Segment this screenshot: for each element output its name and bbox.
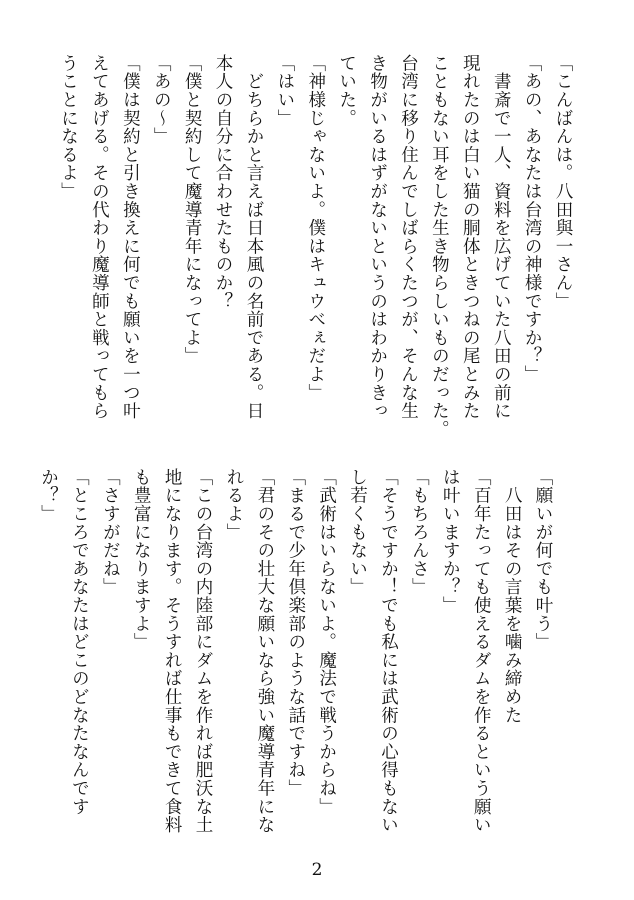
text-line: れるよ」 [223, 468, 244, 542]
text-line: 書斎で一人、資料を広げていた八田の前に [491, 54, 512, 420]
text-line: か？」 [38, 468, 59, 523]
text-line: は叶いますか？」 [440, 468, 461, 615]
text-line: 「さすがだね」 [100, 468, 121, 597]
text-line: うことになるよ」 [58, 54, 79, 201]
page-number: 2 [311, 860, 323, 880]
text-line: 「はい」 [274, 54, 295, 128]
text-line: き物がいるはずがないというのはわかりきっ [367, 54, 388, 420]
text-line: 「武術はいらないよ。魔法で戦うからね」 [316, 468, 337, 816]
text-line: し若くもない」 [347, 468, 368, 597]
text-line: 「願いが何でも叶う」 [533, 468, 553, 651]
text-line: 「君のその壮大な願いなら強い魔導青年にな [254, 468, 275, 834]
text-line: 「僕は契約と引き換えに何でも願いを一つ叶 [120, 54, 141, 420]
text-line: 「百年たっても使えるダムを作るという願い [471, 468, 492, 834]
text-line: ていた。 [336, 54, 357, 128]
text-line: 「僕と契約して魔導青年になってよ」 [182, 54, 203, 366]
text-line: も豊富になりますよ」 [131, 468, 152, 651]
text-line: 「あの、あなたは台湾の神様ですか？」 [522, 54, 543, 384]
text-line: どちらかと言えば日本風の名前である。日 [243, 54, 264, 420]
text-block-top [53, 54, 578, 474]
text-line: 現れたのは白い猫の胴体ときつねの尾とみた [460, 54, 481, 420]
text-block-bottom [33, 468, 558, 838]
text-line: 「神様じゃないよ。僕はキュウべぇだよ」 [305, 54, 326, 402]
text-line: 地になります。そうすれば仕事もできて食料 [162, 468, 183, 834]
text-line: 八田はその言葉を噛み締めた [502, 468, 523, 725]
text-line: 「こんばんは。八田與一さん」 [553, 54, 573, 311]
text-line: 「ところであなたはどこのどなたなんです [69, 468, 90, 816]
text-line: こともない耳をした生き物らしいものだった。 [429, 54, 450, 439]
text-line: 本人の自分に合わせたものか？ [213, 54, 234, 311]
text-line: 「もちろんさ」 [409, 468, 430, 597]
text-line: 「この台湾の内陸部にダムを作れば肥沃な土 [193, 468, 214, 834]
text-line: 「まるで少年倶楽部のような話ですね」 [285, 468, 306, 798]
text-line: 台湾に移り住んでしばらくたつが、そんな生 [398, 54, 419, 420]
text-line: 「そうですか！でも私には武術の心得もない [378, 468, 399, 834]
text-line: 「あの～」 [151, 54, 172, 146]
text-line: えてあげる。その代わり魔導師と戦ってもら [89, 54, 110, 420]
